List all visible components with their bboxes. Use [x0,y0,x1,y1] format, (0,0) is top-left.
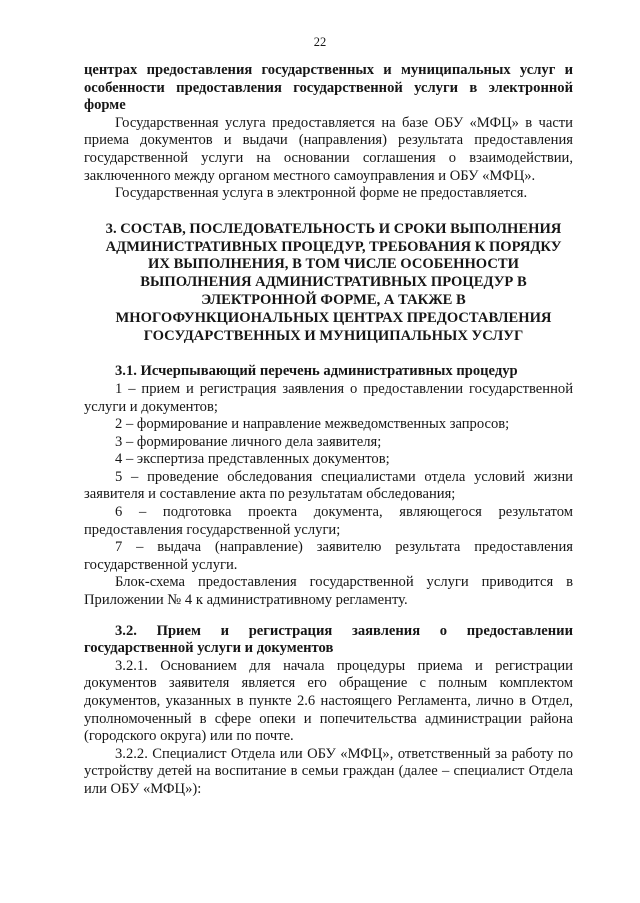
page-number: 22 [313,35,327,49]
section-3-1-heading: 3.1. Исчерпывающий перечень административных процедур [115,363,518,380]
procedure-item-3: 3 – формирование личного дела заявителя; [115,433,382,450]
procedure-item-2: 2 – формирование и направление межведомственных запросов; [115,416,510,433]
procedure-item-7: 7 – выдача (направление) заявителю результата предоставления государственной услуги. [84,539,573,573]
document-body [84,62,573,799]
paragraph-3-2-1: 3.2.1. Основанием для начала процедуры приема и регистрации документов заявителя является его обращение с полным комплектом документов, указанных в пункте 2.6 настоящего Регламента, лично в Отдел, уполномоченный в сфере опеки и попечительства администрации района (городского округа) или по почте. [84,657,573,745]
intro-paragraph-2: Государственная услуга в электронной форме не предоставляется. [115,185,528,202]
procedure-item-1: 1 – прием и регистрация заявления о предоставлении государственной услуги и документов; [84,380,573,415]
section-3-title: 3. СОСТАВ, ПОСЛЕДОВАТЕЛЬНОСТЬ И СРОКИ ВЫПОЛНЕНИЯ АДМИНИСТРАТИВНЫХ ПРОЦЕДУР, ТРЕБОВАНИЯ К ПОРЯДКУ ИХ ВЫПОЛНЕНИЯ, В ТОМ ЧИСЛЕ ОСОБЕННОСТИ ВЫПОЛНЕНИЯ АДМИНИСТРАТИВНЫХ ПРОЦЕДУР В ЭЛЕКТРОННОЙ ФОРМЕ, А ТАКЖЕ В МНОГОФУНКЦИОНАЛЬНЫХ ЦЕНТРАХ ПРЕДОСТАВЛЕНИЯ ГОСУДАРСТВЕННЫХ И МУНИЦИПАЛЬНЫХ УСЛУГ [105,220,562,344]
procedure-item-5: 5 – проведение обследования специалистами отдела условий жизни заявителя и составление акта по результатам обследования; [84,468,573,503]
flowchart-reference: Блок-схема предоставления государственной услуги приводится в Приложении № 4 к административному регламенту. [84,574,573,609]
intro-heading: центрах предоставления государственных и муниципальных услуг и особенности предоставления государственной услуги в электронной форме [84,62,573,114]
procedure-item-6: 6 – подготовка проекта документа, являющегося результатом предоставления государственной услуги; [84,504,573,538]
section-3-2-heading: 3.2. Прием и регистрация заявления о предоставлении государственной услуги и документов [84,622,573,657]
procedure-item-4: 4 – экспертиза представленных документов; [115,451,390,468]
intro-paragraph-1: Государственная услуга предоставляется на базе ОБУ «МФЦ» в части приема документов и выдачи (направления) результата предоставления государственной услуги на основании соглашения о взаимодействии, заключенного между органом местного самоуправления и ОБУ «МФЦ». [84,114,573,184]
paragraph-3-2-2: 3.2.2. Специалист Отдела или ОБУ «МФЦ», ответственный за работу по устройству детей на воспитание в семьи граждан (далее – специалист Отдела или ОБУ «МФЦ»): [84,745,573,797]
